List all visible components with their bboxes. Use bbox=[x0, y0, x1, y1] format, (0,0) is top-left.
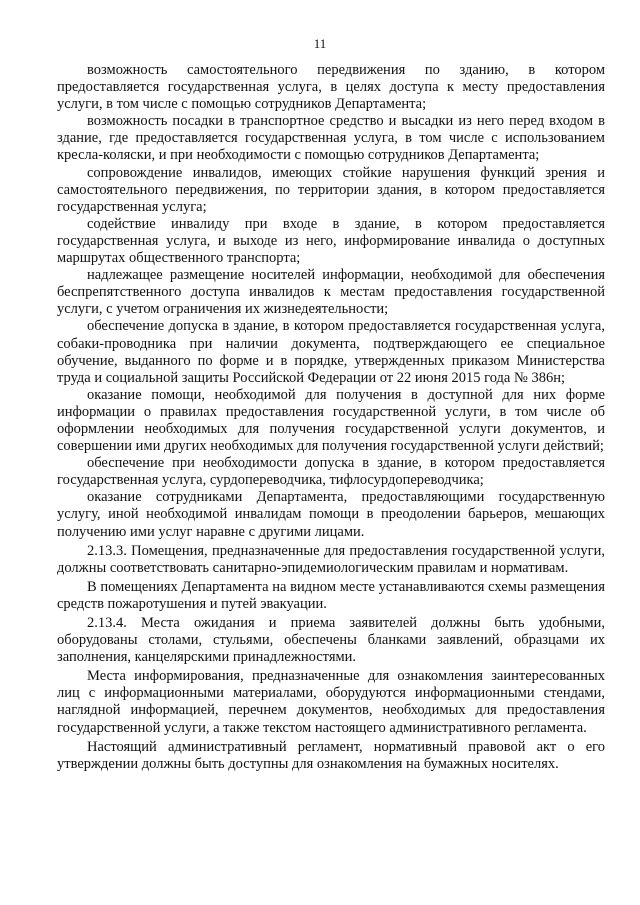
paragraph: обеспечение при необходимости допуска в здание, в котором предоставляется государственная услуга, сурдопереводчика, тифлосурдопереводчика; bbox=[57, 455, 605, 489]
document-body bbox=[57, 62, 605, 773]
paragraph: возможность самостоятельного передвижения по зданию, в котором предоставляется государственная услуга, в целях доступа к месту предоставления услуги, в том числе с помощью сотрудников Департамента; bbox=[57, 62, 605, 113]
paragraph: возможность посадки в транспортное средство и высадки из него перед входом в здание, где предоставляется государственная услуга, в том числе с использованием кресла-коляски, и при необходимости с помощью сотрудников Департамента; bbox=[57, 113, 605, 164]
paragraph: Настоящий административный регламент, нормативный правовой акт о его утверждении должны быть доступны для ознакомления на бумажных носителях. bbox=[57, 738, 605, 772]
paragraph: оказание сотрудниками Департамента, предоставляющими государственную услугу, иной необходимой инвалидам помощи в преодолении барьеров, мешающих получению ими услуг наравне с другими лицами. bbox=[57, 489, 605, 540]
paragraph: Места информирования, предназначенные для ознакомления заинтересованных лиц с информационными материалами, оборудуются информационными стендами, наглядной информацией, перечнем документов, необходимых для предоставления государственной услуги, а также текстом настоящего административного регламента. bbox=[57, 668, 605, 736]
paragraph: надлежащее размещение носителей информации, необходимой для обеспечения беспрепятственного доступа инвалидов к местам предоставления государственной услуги, с учетом ограничения их жизнедеятельности; bbox=[57, 267, 605, 318]
paragraph: содействие инвалиду при входе в здание, в котором предоставляется государственная услуга, и выходе из него, информирование инвалида о доступных маршрутах общественного транспорта; bbox=[57, 215, 605, 267]
paragraph: оказание помощи, необходимой для получения в доступной для них форме информации о правилах предоставления государственной услуги, в том числе об оформлении необходимых для получения государственной услуги документов, и совершении ими других необходимых для получения государственной услуги действий; bbox=[57, 386, 605, 455]
paragraph: В помещениях Департамента на видном месте устанавливаются схемы размещения средств пожаротушения и путей эвакуации. bbox=[57, 578, 605, 612]
section-paragraph-2-13-4: 2.13.4. Места ожидания и приема заявителей должны быть удобными, оборудованы столами, стульями, обеспечены бланками заявлений, образцами их заполнения, канцелярскими принадлежностями. bbox=[57, 615, 605, 666]
paragraph: обеспечение допуска в здание, в котором предоставляется государственная услуга, собаки-проводника при наличии документа, подтверждающего ее специальное обучение, выданного по форме и в порядке, утвержденных приказом Министерства труда и социальной защиты Российской Федерации от 22 июня 2015 года № 386н; bbox=[57, 318, 605, 386]
paragraph: сопровождение инвалидов, имеющих стойкие нарушения функций зрения и самостоятельного передвижения, по территории здания, в котором предоставляется государственная услуга; bbox=[57, 164, 605, 215]
section-paragraph-2-13-3: 2.13.3. Помещения, предназначенные для предоставления государственной услуги, должны соответствовать санитарно-эпидемиологическим правилам и нормативам. bbox=[57, 542, 605, 576]
page-number: 11 bbox=[313, 36, 327, 51]
